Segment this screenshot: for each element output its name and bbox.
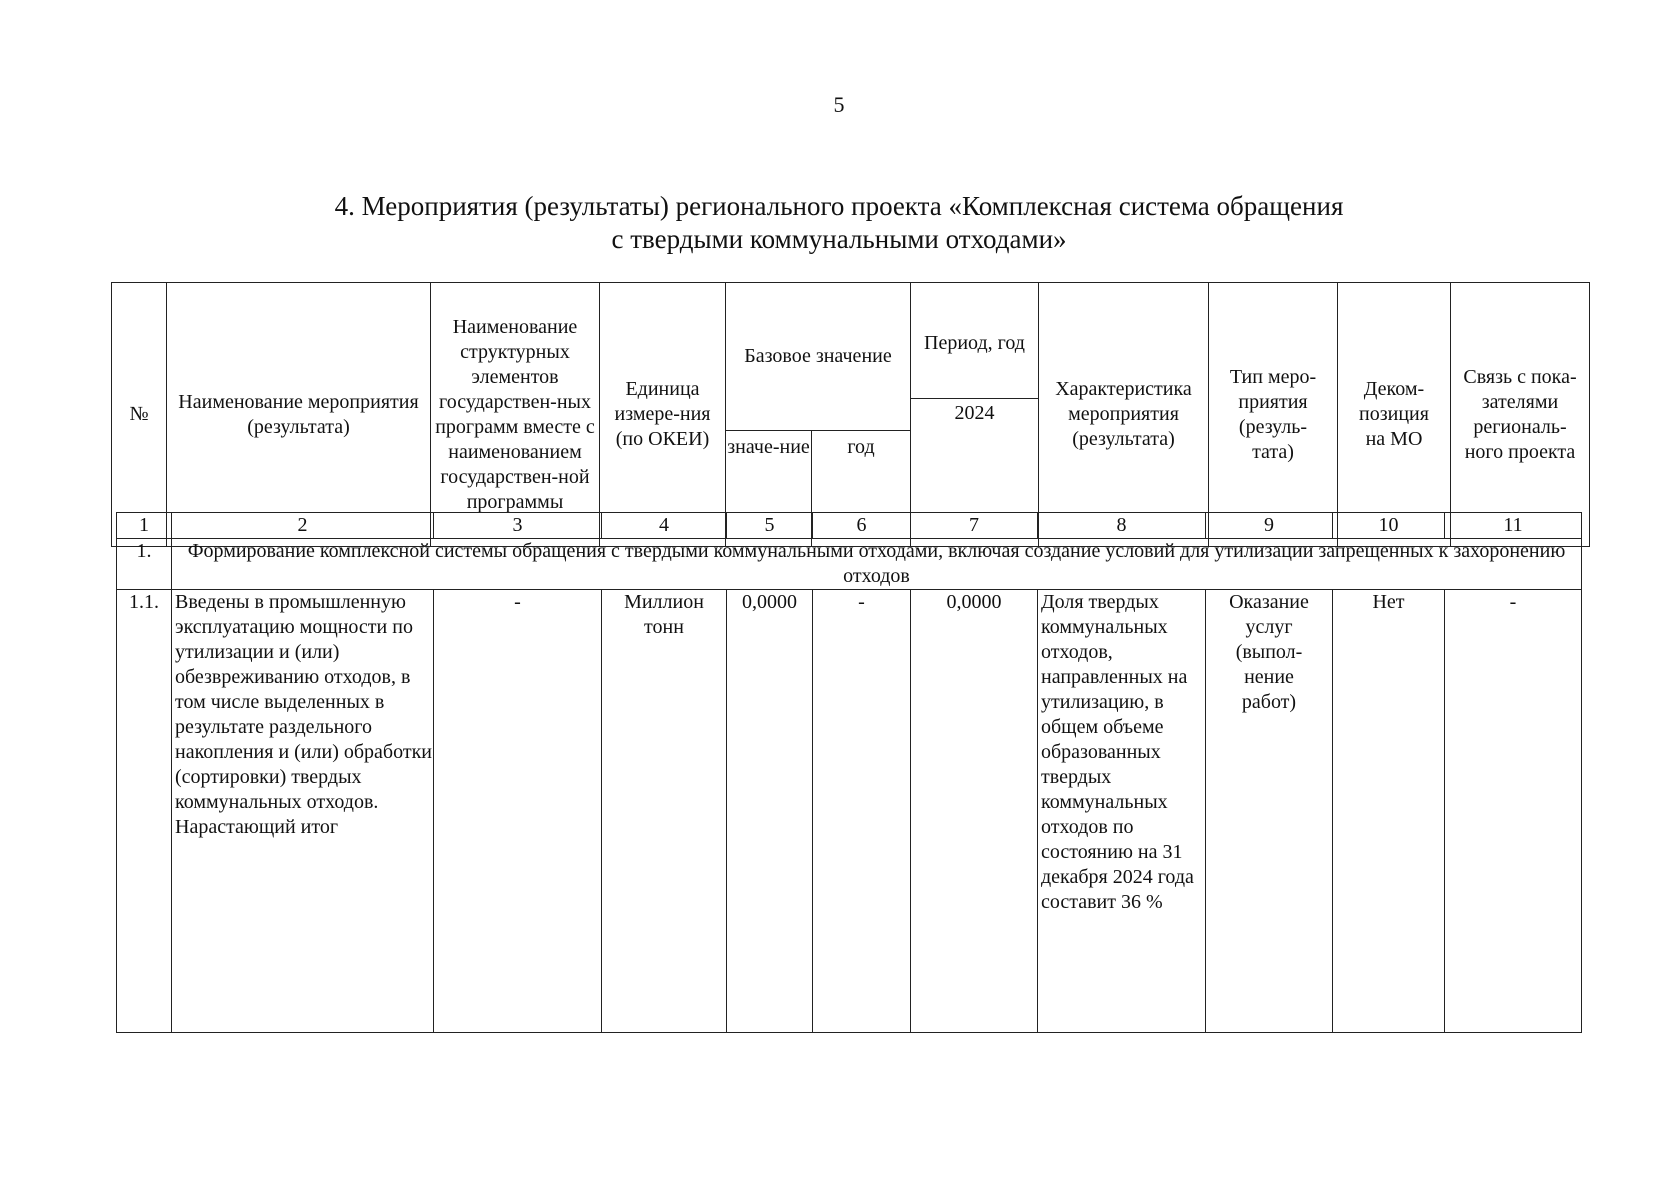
table-row xyxy=(117,590,1582,1033)
section-number: 1. xyxy=(117,539,172,590)
row-base-year: - xyxy=(813,590,911,1033)
header-type: Тип меро-приятия (резуль-тата) xyxy=(1209,283,1338,547)
row-base-value: 0,0000 xyxy=(727,590,813,1033)
header-link: Связь с пока-зателями региональ-ного проекта xyxy=(1451,283,1590,547)
column-number: 8 xyxy=(1038,513,1206,539)
header-characteristic: Характеристика мероприятия (результата) xyxy=(1039,283,1209,547)
header-no: № xyxy=(112,283,167,547)
title-line-1: 4. Мероприятия (результаты) регионального проекта «Комплексная система обращения xyxy=(334,191,1344,221)
header-base-value: значе-ние xyxy=(726,431,812,547)
header-base: Базовое значение xyxy=(726,283,911,431)
header-period: Период, год xyxy=(911,283,1039,399)
page-number: 5 xyxy=(833,92,845,117)
column-number: 9 xyxy=(1206,513,1333,539)
column-numbers-row xyxy=(117,513,1582,539)
column-number: 4 xyxy=(602,513,727,539)
section-row xyxy=(117,539,1582,590)
row-decomposition: Нет xyxy=(1333,590,1445,1033)
column-number: 6 xyxy=(813,513,911,539)
column-number: 10 xyxy=(1333,513,1445,539)
column-number: 3 xyxy=(434,513,602,539)
row-unit: Миллион тонн xyxy=(602,590,727,1033)
page-title xyxy=(0,190,1678,256)
header-table xyxy=(111,282,1590,547)
header-base-year: год xyxy=(812,431,911,547)
header-struct: Наименование структурных элементов государствен-ных программ вместе с наименованием государствен-ной программы xyxy=(431,283,600,547)
row-link: - xyxy=(1445,590,1582,1033)
column-number: 5 xyxy=(727,513,813,539)
header-decomposition: Деком-позиция на МО xyxy=(1338,283,1451,547)
row-characteristic: Доля твердых коммунальных отходов, направленных на утилизацию, в общем объеме образованных твердых коммунальных отходов по состоянию на 31 декабря 2024 года составит 36 % xyxy=(1038,590,1206,1033)
row-number: 1.1. xyxy=(117,590,172,1033)
column-number: 1 xyxy=(117,513,172,539)
row-type: Оказание услуг (выпол-нение работ) xyxy=(1206,590,1333,1033)
section-title: Формирование комплексной системы обращения с твердыми коммунальными отходами, включая создание условий для утилизации запрещенных к захоронению отходов xyxy=(172,539,1582,590)
column-number: 7 xyxy=(911,513,1038,539)
column-number: 11 xyxy=(1445,513,1582,539)
row-name: Введены в промышленную эксплуатацию мощности по утилизации и (или) обезвреживанию отходов, в том числе выделенных в результате раздельного накопления и (или) обработки (сортировки) твердых коммунальных отходов. Нарастающий итог xyxy=(172,590,434,1033)
row-struct: - xyxy=(434,590,602,1033)
column-number: 2 xyxy=(172,513,434,539)
header-period-year: 2024 xyxy=(911,399,1039,547)
body-table xyxy=(116,512,1582,1033)
header-name: Наименование мероприятия (результата) xyxy=(167,283,431,547)
title-line-2: с твердыми коммунальными отходами» xyxy=(611,224,1067,254)
header-unit: Единица измере-ния (по ОКЕИ) xyxy=(600,283,726,547)
row-period-value: 0,0000 xyxy=(911,590,1038,1033)
